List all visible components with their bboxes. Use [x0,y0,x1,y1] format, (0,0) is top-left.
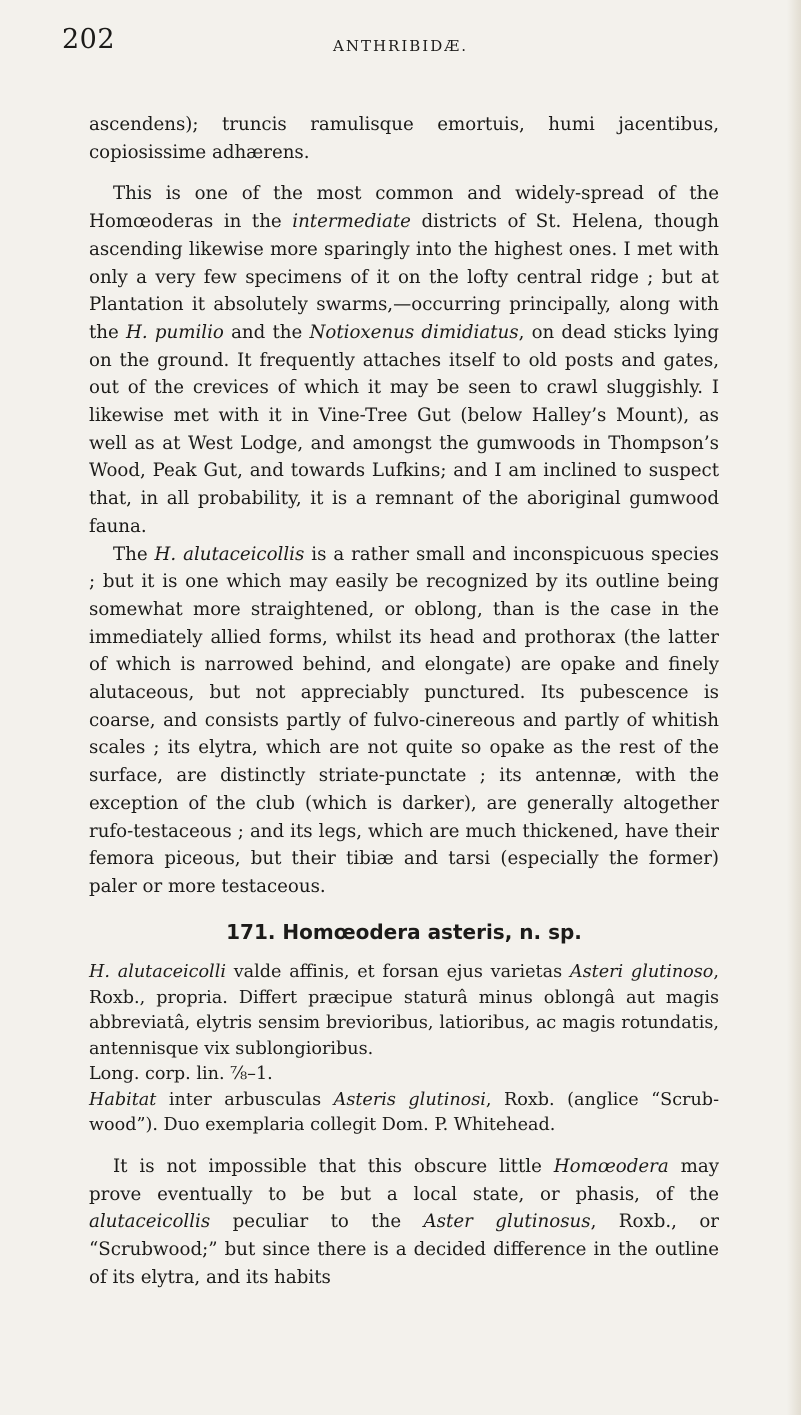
paragraph-distribution: This is one of the most common and widely-spread of the Homœoderas in the intermediate districts of St. Helena, though ascending likewise more sparingly into the highest ones. I met with only a very few specimens of it on the lofty central ridge ; but at Plantation it absolutely swarms,—occurring principally, along with the H. pumilio and the Notioxenus dimidiatus, on dead sticks lying on the ground. It frequently attaches itself to old posts and gates, out of the crevices of which it may be seen to crawl sluggishly. I likewise met with it in Vine-Tree Gut (below Halley’s Mount), as well as at West Lodge, and amongst the gumwoods in Thompson’s Wood, Peak Gut, and towards Lufkins; and I am inclined to suspect that, in all probability, it is a remnant of the aboriginal gumwood fauna. [89,183,719,537]
species-heading: 171. Homœodera asteris, n. sp. [226,919,582,944]
paragraph-remarks: It is not impossible that this obscure little Homœodera may prove eventually to be but a local state, or phasis, of the alutaceicollis peculiar to the Aster glutinosus, Roxb., or “Scrubwood;” but since there is a decided difference in the outline of its elytra, and its habits [89,1155,720,1288]
page-edge-shadow [787,0,801,1415]
page-number: 202 [62,24,116,55]
latin-diagnosis: H. alutaceicolli valde affinis, et forsan ejus varietas Asteri glutinoso, Roxb., propria. Differt præcipue staturâ minus oblongâ aut magis abbreviatâ, elytris sensim brevioribus, latioribus, ac magis rotundatis, antennisque vix sublongioribus. [89,962,719,1059]
body-length: Long. corp. lin. ⅞–1. [89,1064,273,1085]
running-title: ANTHRIBIDÆ. [332,37,469,55]
page-body [89,111,719,1291]
habitat-note: Habitat inter arbusculas Asteris glutinosi, Roxb. (anglice “Scrubwood”). Duo exemplaria collegit Dom. P. Whitehead. [89,1089,720,1136]
paragraph-description: The H. alutaceicollis is a rather small and inconspicuous species ; but it is one which may easily be recognized by its outline being somewhat more straightened, or oblong, than is the case in the immediately allied forms, whilst its head and prothorax (the latter of which is narrowed behind, and elongate) are opake and finely alutaceous, but not appreciably punctured. Its pubescence is coarse, and consists partly of fulvo-cinereous and partly of whitish scales ; its elytra, which are not quite so opake as the rest of the surface, are distinctly striate-punctate ; its antennæ, with the exception of the club (which is darker), are generally altogether rufo-testaceous ; and its legs, which are much thickened, have their femora piceous, but their tibiæ and tarsi (especially the former) paler or more testaceous. [89,543,719,897]
intro-paragraph: ascendens); truncis ramulisque emortuis, humi jacentibus, copiosissime adhærens. [89,114,719,163]
